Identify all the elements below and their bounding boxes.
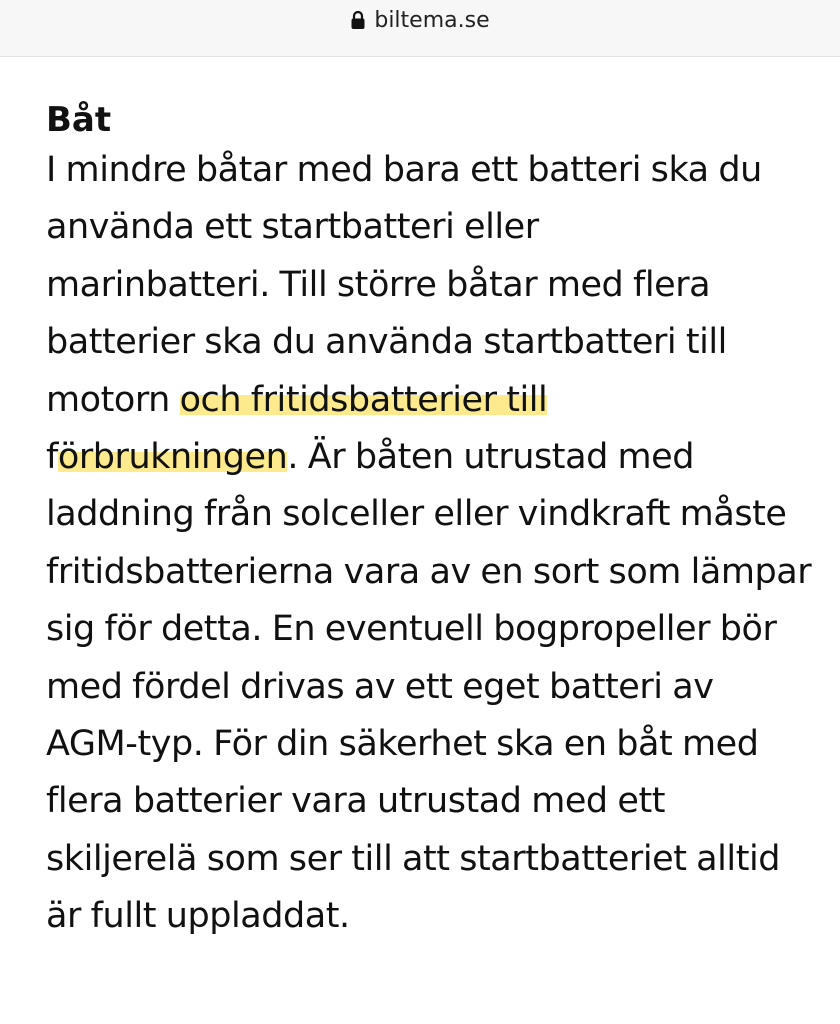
text-line: AGM-typ. För din säkerhet ska en båt med — [46, 724, 759, 765]
article-content — [46, 98, 812, 946]
text-line: sig för detta. En eventuell bogpropeller bör — [46, 609, 777, 650]
lock-icon — [350, 10, 366, 30]
highlighted-text: örbrukningen — [57, 437, 288, 478]
text-line: laddning från solceller eller vindkraft måste — [46, 494, 787, 535]
text-line: använda ett startbatteri eller — [46, 207, 539, 248]
text-line — [46, 429, 806, 486]
text-line: med fördel drivas av ett eget batteri av — [46, 666, 714, 707]
url-text: biltema.se — [374, 7, 490, 33]
text-segment: f — [46, 437, 58, 478]
section-heading: Båt — [46, 100, 112, 140]
text-line — [46, 372, 806, 429]
text-line: fritidsbatterierna vara av en sort som lämpar — [46, 551, 812, 592]
text-line: flera batterier vara utrustad med ett — [46, 781, 665, 822]
text-line: skiljerelä som ser till att startbatteriet alltid — [46, 838, 781, 879]
text-segment: . Är båten utrustad med — [287, 437, 695, 478]
url-display[interactable] — [350, 8, 489, 33]
text-line: marinbatteri. Till större båtar med flera — [46, 264, 711, 305]
text-line: är fullt uppladdat. — [46, 896, 350, 937]
text-segment: motorn — [46, 379, 180, 420]
article-paragraph — [46, 142, 812, 946]
highlighted-text: och fritidsbatterier till — [179, 379, 548, 420]
browser-address-bar[interactable] — [0, 0, 840, 57]
text-line: I mindre båtar med bara ett batteri ska du — [46, 150, 762, 190]
text-line: batterier ska du använda startbatteri till — [46, 322, 727, 363]
